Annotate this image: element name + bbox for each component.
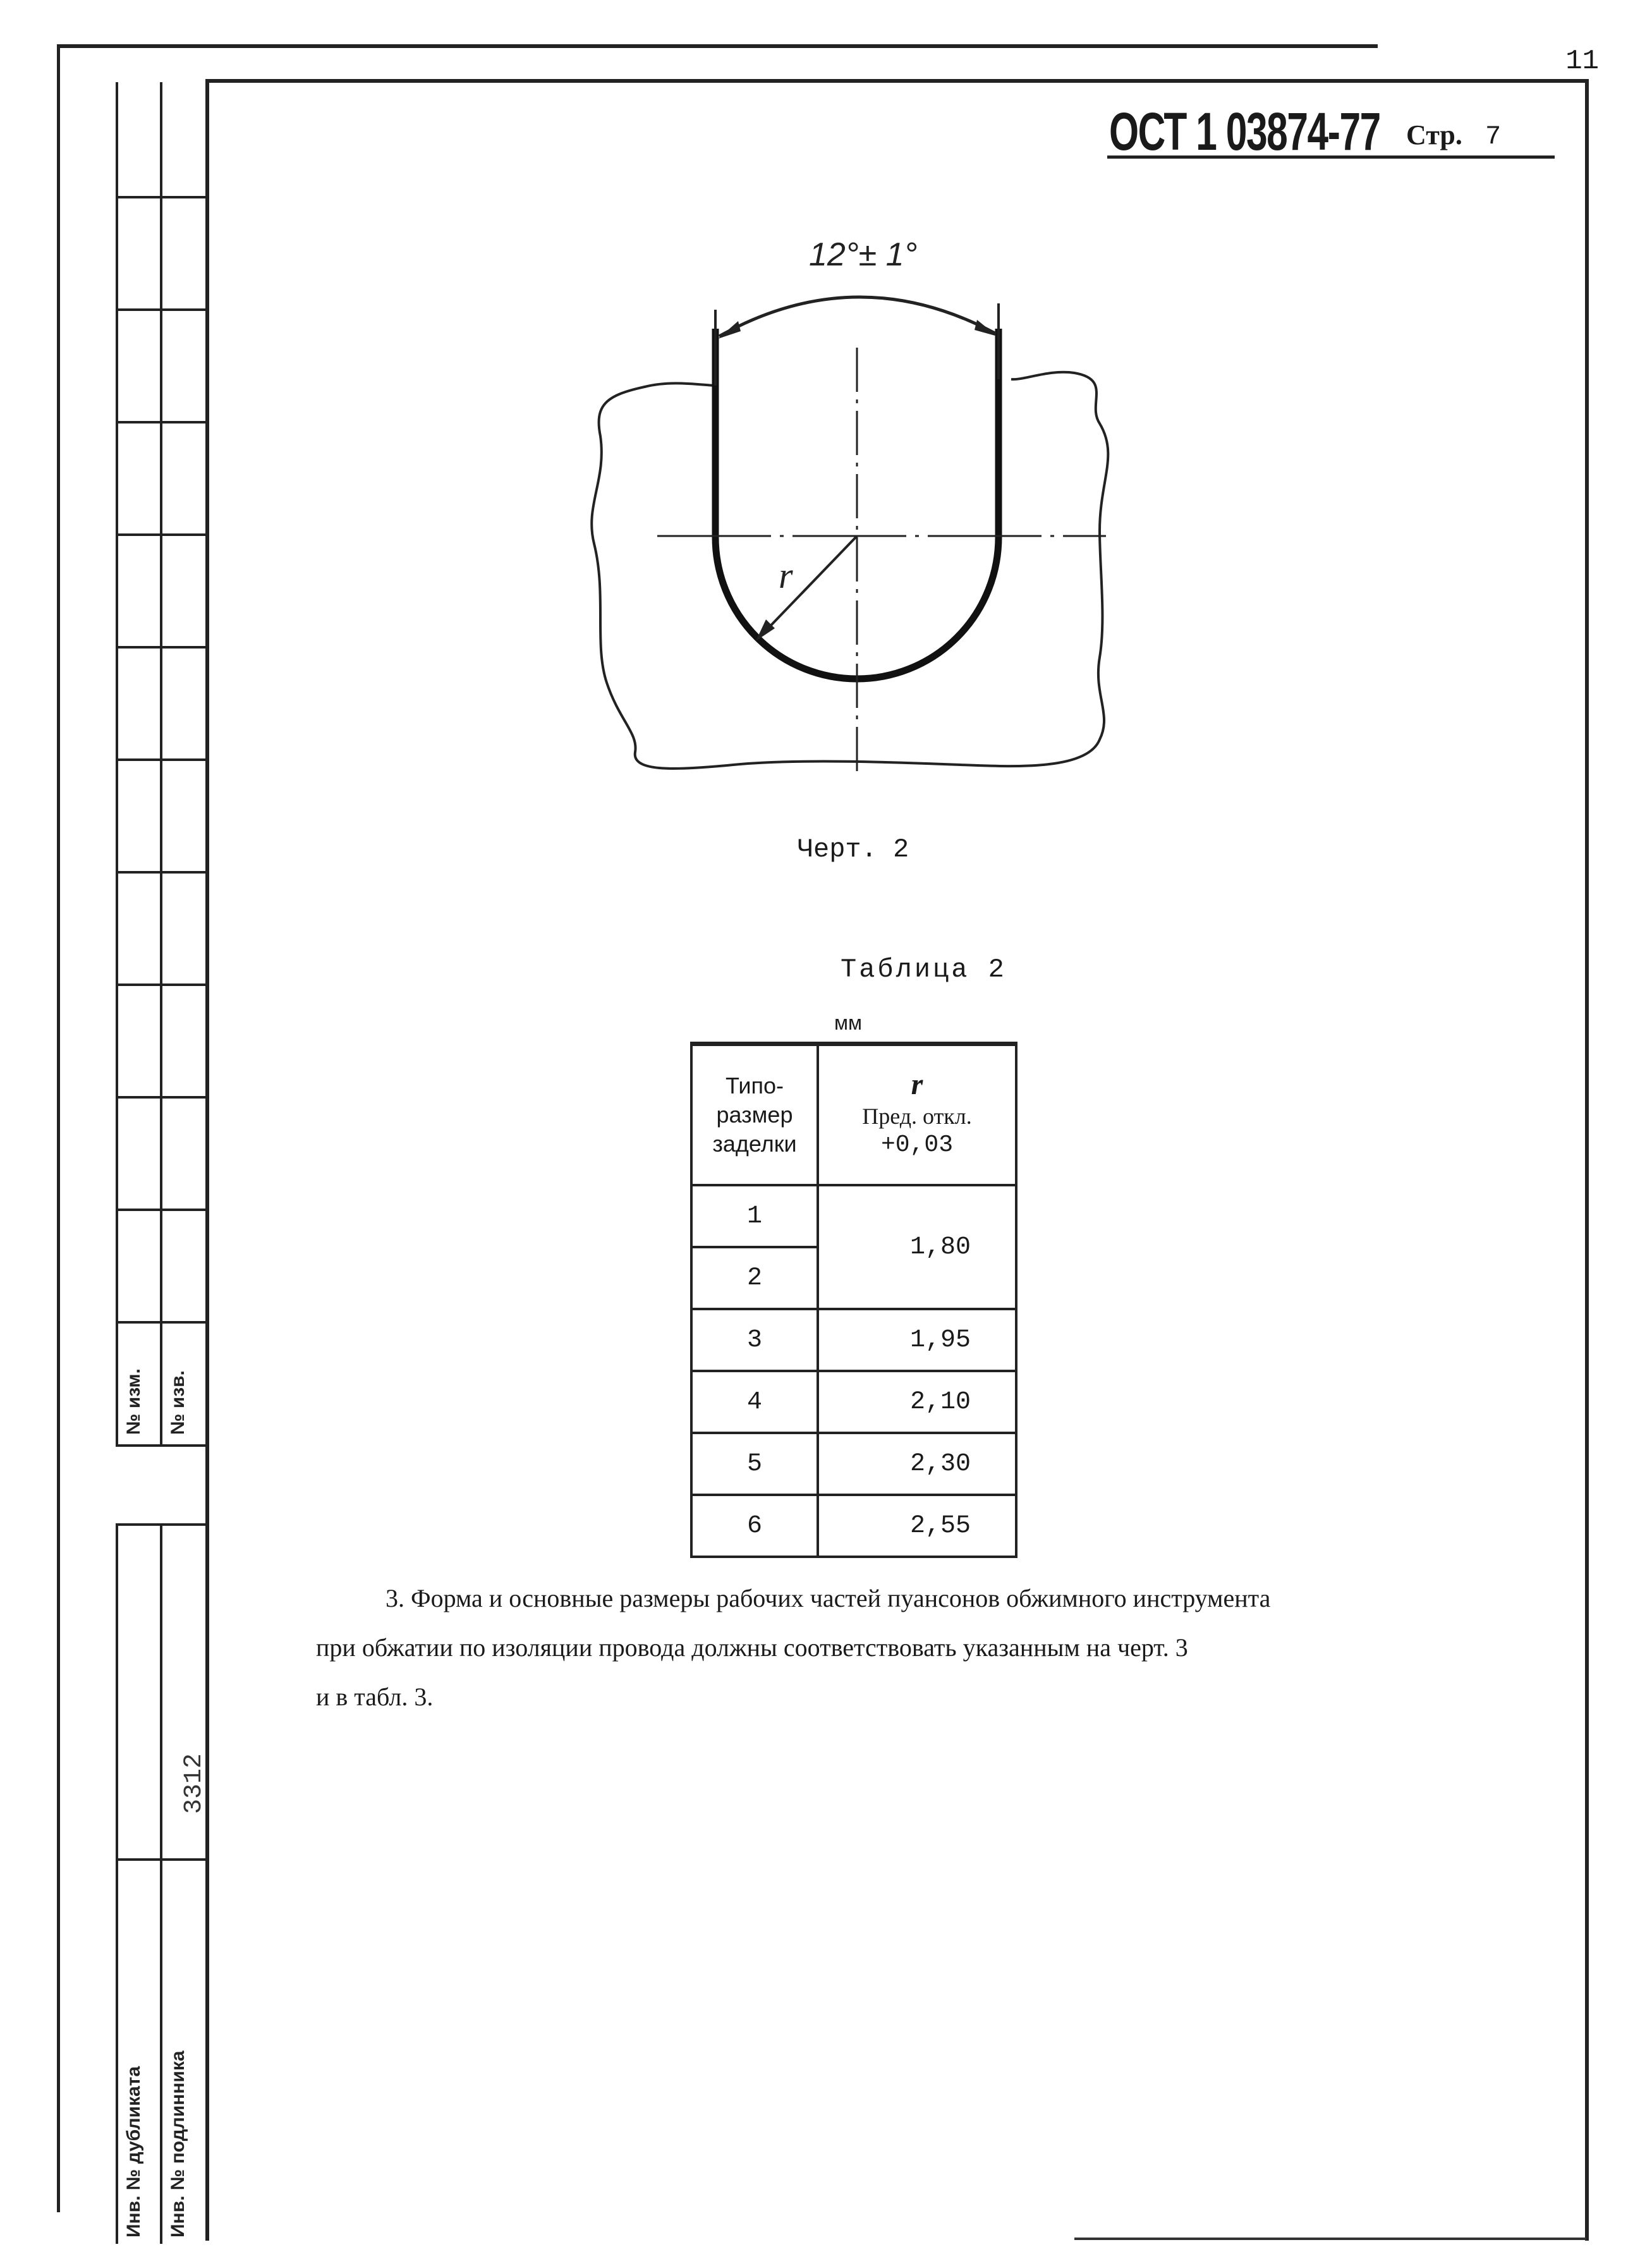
page-number: 7 [1485,121,1502,152]
radius-value-cell: 1,95 [818,1309,1016,1371]
side-stamp-lower-row [116,1523,205,1526]
header-underline [1107,155,1555,159]
side-stamp-col [116,82,162,1444]
side-stamp-lower-row [116,1858,205,1861]
table-row [691,1433,1016,1495]
size-header-line: заделки [712,1131,797,1157]
document-header [1109,101,1552,164]
side-stamp-row [116,646,205,649]
drawing-svg [569,215,1125,822]
size-cell: 6 [691,1495,818,1557]
outer-frame-left [57,44,60,2212]
side-stamp-row [116,871,205,874]
clause-3-paragraph [316,1574,1466,1722]
table-row [691,1495,1016,1557]
angle-arrow-right [975,320,997,336]
size-cell: 1 [691,1185,818,1247]
radius-label: r [779,555,793,596]
table-row [691,1185,1016,1247]
paragraph-line: и в табл. 3. [316,1683,434,1711]
size-header-line: размер [716,1102,793,1128]
table-row [691,1371,1016,1433]
side-stamp-row [116,1444,205,1447]
page-label: Стр. [1406,119,1462,150]
frame-bottom [1074,2238,1586,2240]
tolerance-value: +0,03 [880,1131,954,1159]
radius-value-cell: 2,10 [818,1371,1016,1433]
angle-label: 12°± 1° [809,236,918,273]
side-stamp-row [116,1321,205,1324]
paragraph-line: при обжатии по изоляции провода должны соответствовать указанным на черт. 3 [316,1633,1188,1662]
radius-value-cell: 1,80 [818,1185,1016,1309]
angle-dimension-arc [719,297,996,336]
size-cell: 4 [691,1371,818,1433]
radius-header-cell [818,1044,1016,1186]
side-stamp-row [116,308,205,311]
side-stamp-row [116,196,205,198]
side-stamp-row [116,533,205,536]
standard-code: ОСТ 1 03874-77 [1109,102,1380,161]
inner-frame-top [205,79,1586,83]
part-break-outline [592,372,1108,769]
drawing-caption: Черт. 2 [797,834,909,865]
table-header-row [691,1044,1016,1186]
outer-frame-top [57,44,1378,48]
table-row [691,1309,1016,1371]
size-header-cell [691,1044,818,1186]
side-stamp-row [116,758,205,761]
radius-dimension-line [758,536,857,638]
frame-right [1585,79,1589,2241]
size-cell: 2 [691,1247,818,1309]
punch-profile-drawing [569,215,1125,822]
notice-number-label: № изв. [167,1370,188,1435]
size-cell: 5 [691,1433,818,1495]
original-inventory-number: 3312 [180,1753,209,1814]
tolerance-label: Пред. откл. [862,1104,972,1129]
radius-value-cell: 2,30 [818,1433,1016,1495]
sheet-number: 11 [1565,46,1599,77]
side-stamp-row [116,1096,205,1099]
change-number-label: № изм. [123,1368,144,1435]
table-unit: мм [834,1011,862,1034]
side-stamp-col [160,82,207,1444]
duplicate-inventory-label: Инв. № дубликата [123,2066,144,2238]
size-cell: 3 [691,1309,818,1371]
radius-symbol: r [911,1068,923,1101]
side-stamp-row [116,421,205,423]
original-inventory-label: Инв. № подлинника [167,2050,188,2238]
dimensions-table [690,1042,1017,1558]
side-stamp-row [116,983,205,986]
size-header-line: Типо- [725,1073,784,1099]
radius-value-cell: 2,55 [818,1495,1016,1557]
side-stamp [116,82,209,2244]
side-stamp-row [116,1209,205,1211]
angle-arrow-left [718,321,741,339]
paragraph-line: 3. Форма и основные размеры рабочих частей пуансонов обжимного инструмента [386,1584,1271,1612]
table-title: Таблица 2 [841,954,1007,985]
